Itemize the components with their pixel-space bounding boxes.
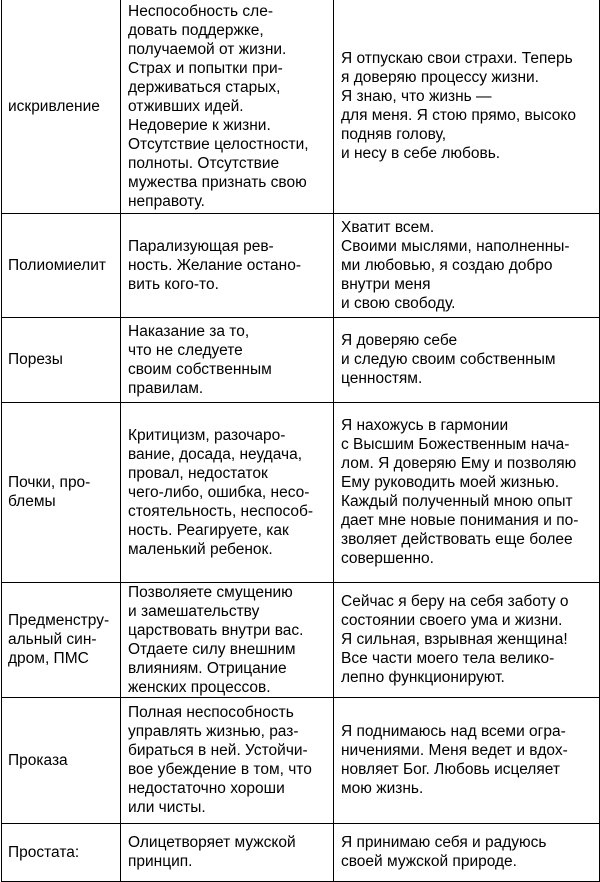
problem-cell: Почки, про- блемы bbox=[2, 402, 121, 582]
cause-cell: Позволяете смущению и замешательству царствовать внутри вас. Отдаете силу внешним влияниям. Отрицание женских процессов. bbox=[121, 582, 334, 697]
problem-cell: Предменстру- альный син- дром, ПМС bbox=[2, 582, 121, 697]
table-row bbox=[2, 582, 600, 697]
table-row bbox=[2, 402, 600, 582]
problem-cell: Полиомиелит bbox=[2, 213, 121, 317]
table-row bbox=[2, 823, 600, 881]
cause-cell: Олицетворяет мужской принцип. bbox=[121, 823, 334, 881]
cause-cell: Неспособность сле- довать поддержке, получаемой от жизни. Страх и попытки при- держиваться старых, отживших идей. Недоверие к жизни. Отсутствие целостности, полноты. Отсутствие мужества признать свою неправоту. bbox=[121, 0, 334, 213]
problem-cell: искривление bbox=[2, 0, 121, 213]
affirmation-cell: Я нахожусь в гармонии с Высшим Божественным нача- лом. Я доверяю Ему и позволяю Ему руководить моей жизнью. Каждый полученный мною опыт дает мне новые понимания и по- зволяет действовать еще более совершенно. bbox=[334, 402, 600, 582]
table-row bbox=[2, 213, 600, 317]
cause-cell: Наказание за то, что не следуете своим собственным правилам. bbox=[121, 317, 334, 402]
affirmation-cell: Я доверяю себе и следую своим собственным ценностям. bbox=[334, 317, 600, 402]
cause-cell: Полная неспособность управлять жизнью, раз- бираться в ней. Устойчи- вое убеждение в том, что недостаточно хороши или чисты. bbox=[121, 697, 334, 823]
problem-cell: Проказа bbox=[2, 697, 121, 823]
problem-cell: Простата: bbox=[2, 823, 121, 881]
affirmation-cell: Хватит всем. Своими мыслями, наполненны- ми любовью, я создаю добро внутри меня и свою свободу. bbox=[334, 213, 600, 317]
problem-cell: Порезы bbox=[2, 317, 121, 402]
cause-cell: Парализующая рев- ность. Желание остано- вить кого-то. bbox=[121, 213, 334, 317]
affirmation-cell: Я поднимаюсь над всеми огра- ничениями. Меня ведет и вдох- новляет Бог. Любовь исцеляет мою жизнь. bbox=[334, 697, 600, 823]
affirmation-cell: Сейчас я беру на себя заботу о состоянии своего ума и жизни. Я сильная, взрывная женщина! Все части моего тела велико- лепно функционируют. bbox=[334, 582, 600, 697]
condition-table bbox=[1, 0, 600, 882]
table-row bbox=[2, 317, 600, 402]
affirmation-cell: Я принимаю себя и радуюсь своей мужской природе. bbox=[334, 823, 600, 881]
table-row bbox=[2, 0, 600, 213]
table-row bbox=[2, 697, 600, 823]
cause-cell: Критицизм, разочаро- вание, досада, неудача, провал, недостаток чего-либо, ошибка, несо- стоятельность, неспособ- ность. Реагируете, как маленький ребенок. bbox=[121, 402, 334, 582]
affirmation-cell: Я отпускаю свои страхи. Теперь я доверяю процессу жизни. Я знаю, что жизнь — для меня. Я стою прямо, высоко подняв голову, и несу в себе любовь. bbox=[334, 0, 600, 213]
